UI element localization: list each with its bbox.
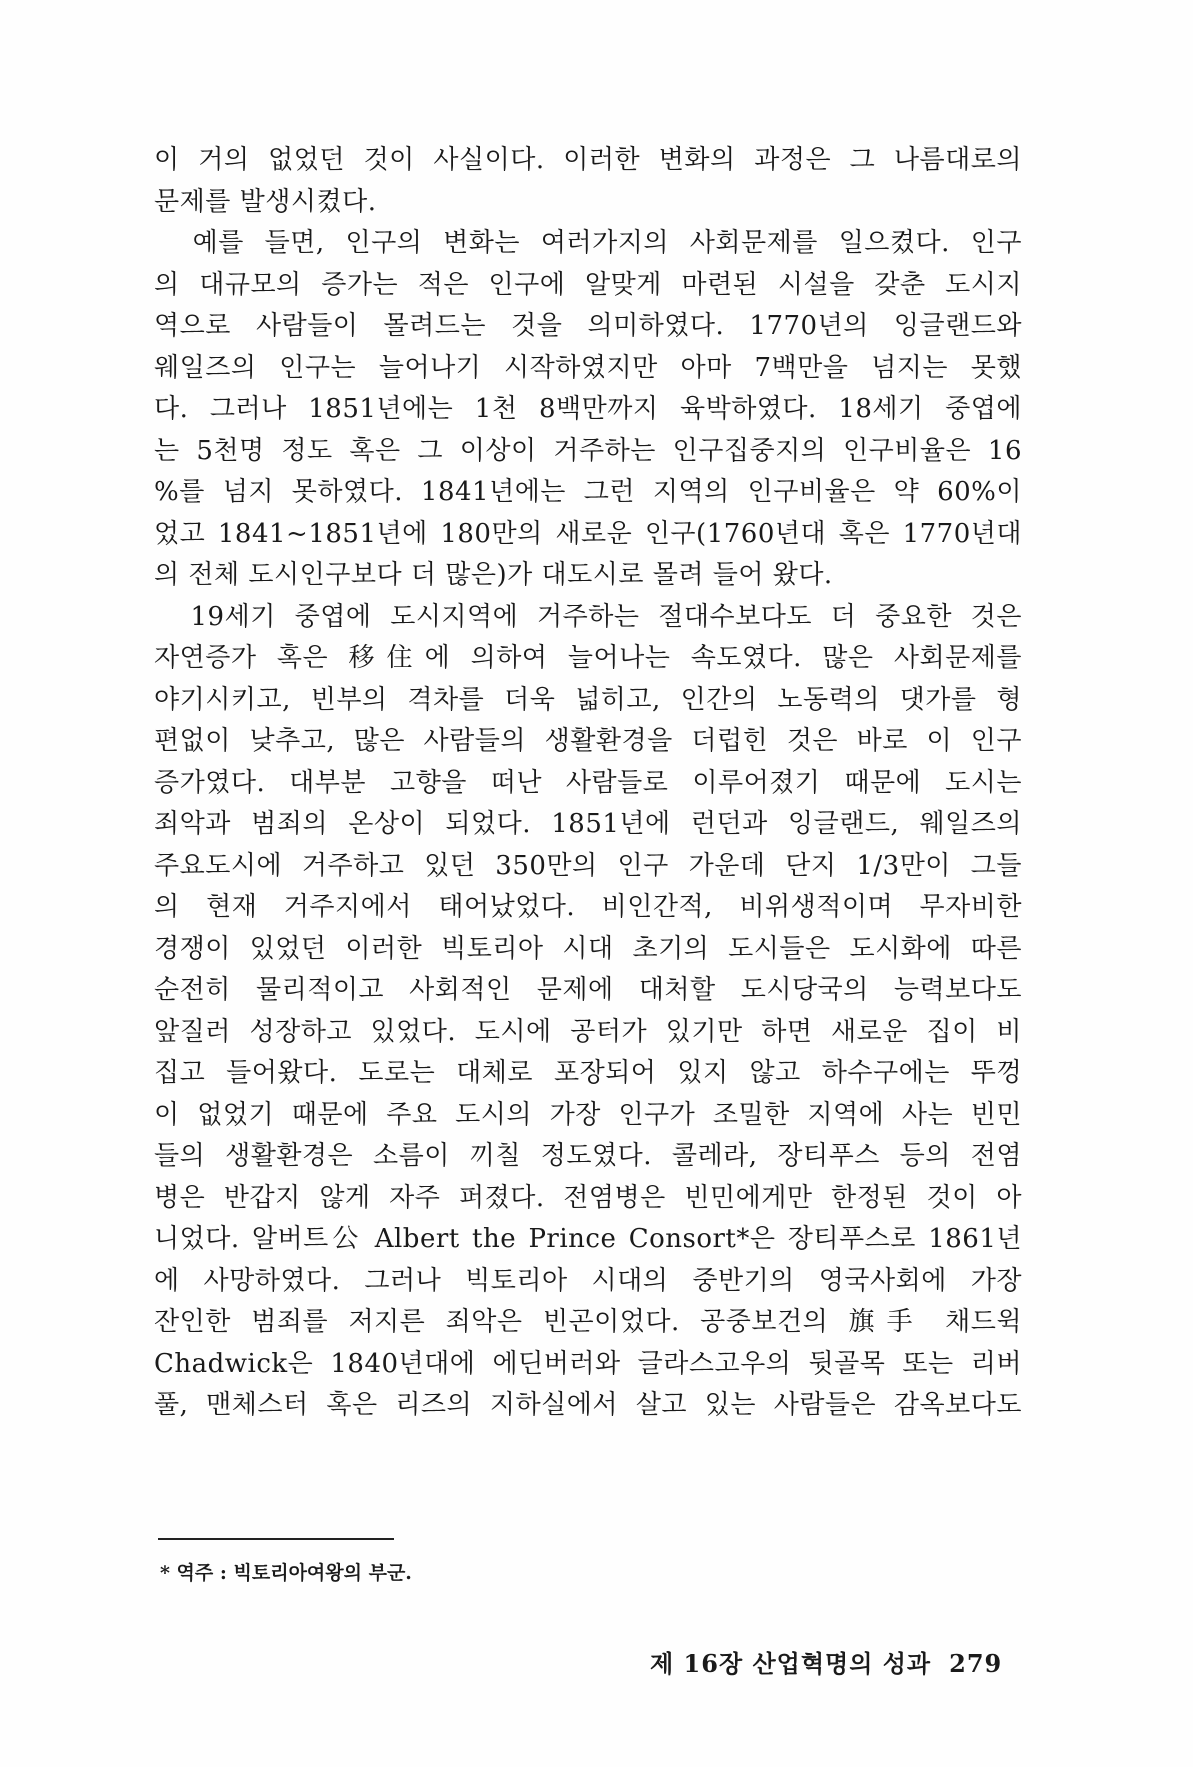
text-line: 에 사망하였다. 그러나 빅토리아 시대의 중반기의 영국사회에 가장 <box>154 1265 1022 1296</box>
text-line: 문제를 발생시켰다. <box>154 186 377 217</box>
text-line: 다. 그러나 1851년에는 1천 8백만까지 육박하였다. 18세기 중엽에 <box>154 394 1022 424</box>
text-line: 었고 1841~1851년에 180만의 새로운 인구(1760년대 혹은 1770년대 <box>154 518 1022 549</box>
text-line: 이 거의 없었던 것이 사실이다. 이러한 변화의 과정은 그 나름대로의 <box>154 145 1022 175</box>
text-line: 웨일즈의 인구는 늘어나기 시작하였지만 아마 7백만을 넘지는 못했 <box>154 352 1022 383</box>
text-line: 순전히 물리적이고 사회적인 문제에 대처할 도시당국의 능력보다도 <box>154 975 1022 1005</box>
text-line: 자연증가 혹은 移住에 의하여 늘어나는 속도였다. 많은 사회문제를 <box>154 643 1022 673</box>
text-line: 는 5천명 정도 혹은 그 이상이 거주하는 인구집중지의 인구비율은 16 <box>154 435 1022 466</box>
text-line: 증가였다. 대부분 고향을 떠난 사람들로 이루어졌기 때문에 도시는 <box>154 767 1022 798</box>
text-line: 의 전체 도시인구보다 더 많은)가 대도시로 몰려 들어 왔다. <box>154 560 833 590</box>
running-footer <box>650 1644 1002 1679</box>
text-line: 이 없었기 때문에 주요 도시의 가장 인구가 조밀한 지역에 사는 빈민 <box>154 1099 1022 1130</box>
text-line: 죄악과 범죄의 온상이 되었다. 1851년에 런던과 잉글랜드, 웨일즈의 <box>154 809 1022 839</box>
text-line: 19세기 중엽에 도시지역에 거주하는 절대수보다도 더 중요한 것은 <box>154 601 1022 632</box>
text-line: Chadwick은 1840년대에 에딘버러와 글라스고우의 뒷골목 또는 리버 <box>154 1348 1022 1379</box>
text-line: 앞질러 성장하고 있었다. 도시에 공터가 있기만 하면 새로운 집이 비 <box>154 1016 1022 1047</box>
text-line: 들의 생활환경은 소름이 끼칠 정도였다. 콜레라, 장티푸스 등의 전염 <box>154 1141 1022 1171</box>
text-line: 병은 반갑지 않게 자주 퍼졌다. 전염병은 빈민에게만 한정된 것이 아 <box>154 1182 1022 1213</box>
text-line: 역으로 사람들이 몰려드는 것을 의미하였다. 1770년의 잉글랜드와 <box>154 311 1022 341</box>
text-line: 경쟁이 있었던 이러한 빅토리아 시대 초기의 도시들은 도시화에 따른 <box>154 933 1022 964</box>
text-line: 니었다. 알버트公 Albert the Prince Consort*은 장티푸스로 1861년 <box>154 1224 1022 1254</box>
text-line: 편없이 낮추고, 많은 사람들의 생활환경을 더럽힌 것은 바로 이 인구 <box>154 726 1022 756</box>
text-line: 잔인한 범죄를 저지른 죄악은 빈곤이었다. 공중보건의 旗手 채드윅 <box>154 1307 1022 1337</box>
body-text <box>154 140 1022 1427</box>
chapter-title: 제 16장 산업혁명의 성과 <box>650 1649 932 1678</box>
text-line: 야기시키고, 빈부의 격차를 더욱 넓히고, 인간의 노동력의 댓가를 형 <box>154 684 1022 715</box>
footnote-divider <box>158 1538 394 1540</box>
page-number: 279 <box>949 1649 1003 1678</box>
text-line: 주요도시에 거주하고 있던 350만의 인구 가운데 단지 1/3만이 그들 <box>154 850 1022 881</box>
text-line: 예를 들면, 인구의 변화는 여러가지의 사회문제를 일으켰다. 인구 <box>154 228 1022 258</box>
footnote: * 역주 : 빅토리아여왕의 부군. <box>160 1562 412 1584</box>
text-line: 의 현재 거주지에서 태어났었다. 비인간적, 비위생적이며 무자비한 <box>154 892 1022 922</box>
text-line: 풀, 맨체스터 혹은 리즈의 지하실에서 살고 있는 사람들은 감옥보다도 <box>154 1390 1022 1420</box>
text-line: 의 대규모의 증가는 적은 인구에 알맞게 마련된 시설을 갖춘 도시지 <box>154 269 1022 300</box>
text-line: %를 넘지 못하였다. 1841년에는 그런 지역의 인구비율은 약 60%이 <box>154 477 1022 507</box>
text-line: 집고 들어왔다. 도로는 대체로 포장되어 있지 않고 하수구에는 뚜껑 <box>154 1058 1022 1088</box>
